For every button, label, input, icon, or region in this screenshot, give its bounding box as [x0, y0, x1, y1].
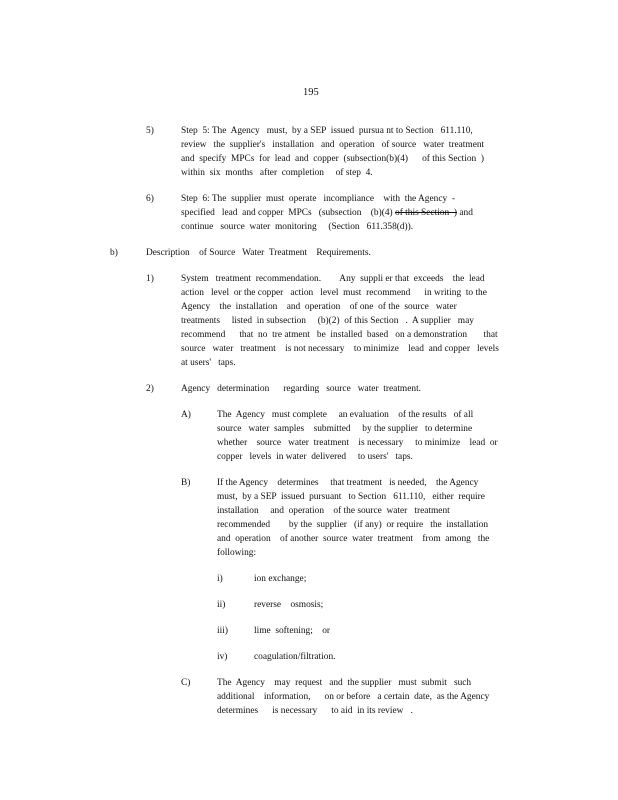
section-b-heading: Description of Source Water Treatment Requirements. [146, 248, 371, 258]
item-6-line: Step 6: The supplier must operate incompliance with the Agency - [181, 194, 455, 204]
subitem-text: ion exchange; [254, 574, 307, 584]
item-b-line: recommended by the supplier (if any) or require the installation [217, 520, 489, 530]
subitem-text: reverse osmosis; [254, 600, 324, 610]
item-c-line: determines is necessary to aid in its review . [217, 706, 413, 716]
item-a-line: source water samples submitted by the supplier to determine [217, 424, 473, 434]
item-6-marker: 6) [146, 194, 154, 204]
section-b-marker: b) [110, 248, 118, 258]
item-1-line: System treatment recommendation. Any suppli er that exceeds the lead [181, 274, 485, 284]
item-b-marker: B) [181, 478, 191, 488]
item-c-line: The Agency may request and the supplier must submit such [217, 678, 472, 688]
subitem-text: lime softening; or [254, 626, 331, 636]
item-b-line: must, by a SEP issued pursuant to Section 611.110, either require [217, 492, 485, 502]
item-a-line: copper levels in water delivered to users' taps. [217, 452, 413, 462]
item-a-line: The Agency must complete an evaluation of the results of all [217, 410, 474, 420]
item-5-line: review the supplier's installation and operation of source water treatment [181, 140, 485, 150]
item-b-line: following: [217, 548, 257, 558]
item-2-heading: Agency determination regarding source water treatment. [181, 384, 422, 394]
subitem-marker: iv) [217, 652, 228, 662]
item-6-line2-before: specified lead and copper MPCs (subsection (b)(4) [181, 208, 396, 218]
subitem-marker: i) [217, 574, 223, 584]
item-5-line: Step 5: The Agency must, by a SEP issued pursua nt to Section 611.110, [181, 126, 473, 136]
item-5-line: within six months after completion of step 4. [181, 168, 373, 178]
item-b-line: and operation of another source water treatment from among the [217, 534, 490, 544]
item-1-line: action level or the copper action level must recommend in writing to the [181, 288, 487, 298]
item-b-line: If the Agency determines that treatment is needed, the Agency [217, 478, 479, 488]
item-a-line: whether source water treatment is necessary to minimize lead or [217, 438, 498, 448]
item-c-marker: C) [181, 678, 191, 688]
item-1-line: at users' taps. [181, 358, 236, 368]
item-5-marker: 5) [146, 126, 154, 136]
item-c-line: additional information, on or before a certain date, as the Agency [217, 692, 490, 702]
item-6-line: continue source water monitoring (Section 611.358(d)). [181, 222, 414, 232]
item-1-line: source water treatment is not necessary to minimize lead and copper levels [181, 344, 499, 354]
page-number: 195 [303, 87, 319, 98]
item-5-line: and specify MPCs for lead and copper (subsection(b)(4) of this Section ) [181, 154, 485, 164]
item-6-line [181, 206, 473, 220]
item-2-marker: 2) [146, 384, 154, 394]
item-1-line: Agency the installation and operation of one of the source water [181, 302, 457, 312]
item-a-marker: A) [181, 410, 191, 420]
item-1-marker: 1) [146, 274, 154, 284]
item-1-line: treatments listed in subsection (b)(2) of this Section . A supplier may [181, 316, 474, 326]
subitem-marker: iii) [217, 626, 228, 636]
subitem-marker: ii) [217, 600, 226, 610]
item-6-line2-after: and [457, 208, 473, 218]
item-b-line: installation and operation of the source water treatment [217, 506, 450, 516]
subitem-text: coagulation/filtration. [254, 652, 336, 662]
item-1-line: recommend that no tre atment be installed based on a demonstration that [181, 330, 498, 340]
struck-text: of this Section ) [395, 208, 457, 218]
